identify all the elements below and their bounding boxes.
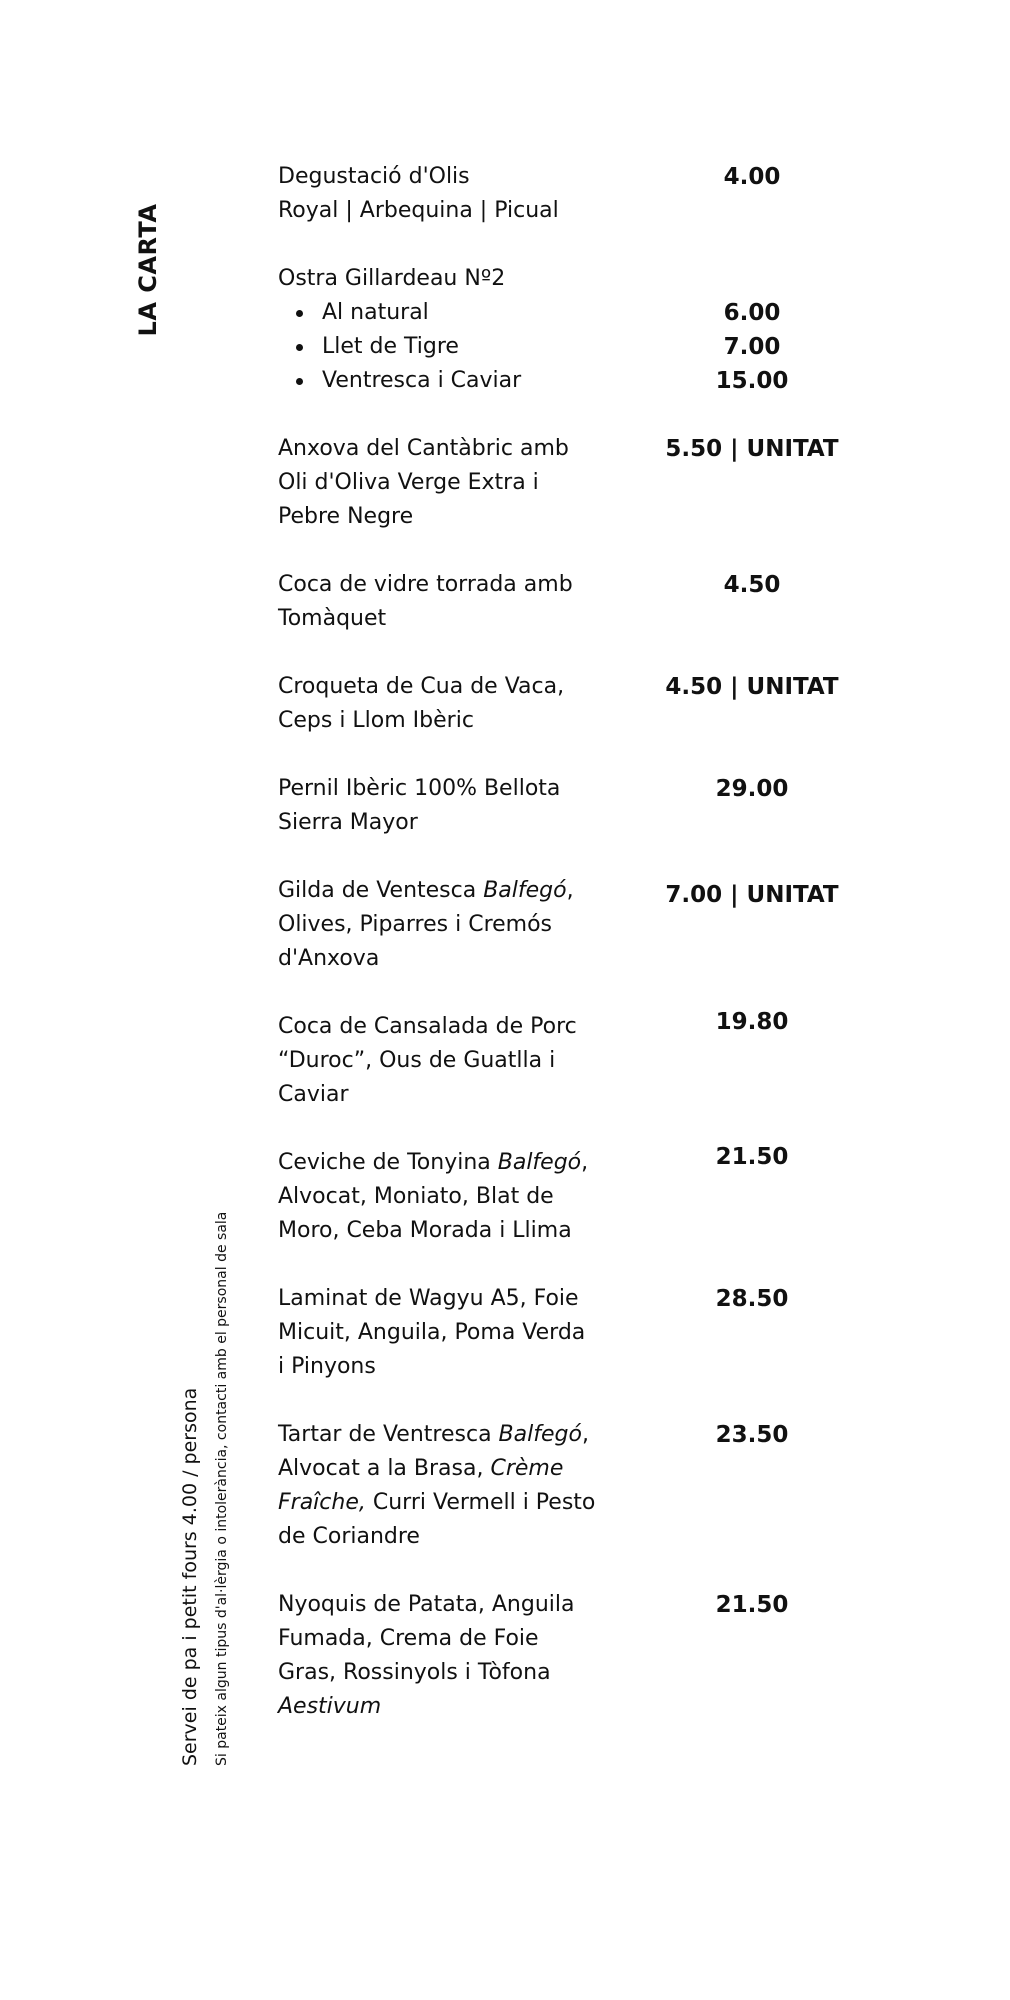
dish-line: “Duroc”, Ous de Guatlla i: [278, 1048, 556, 1073]
dish-name: Ostra Gillardeau Nº2: [278, 266, 506, 291]
dish-text: Alvocat a la Brasa,: [278, 1456, 491, 1481]
menu-title: LA CARTA: [134, 203, 162, 337]
dish-text: ,: [566, 878, 574, 903]
item-price: 4.00: [723, 164, 781, 190]
dish-line: Olives, Piparres i Cremós: [278, 912, 553, 937]
dish-text: Gilda de Ventesca: [278, 878, 484, 903]
dish-line: [278, 1690, 628, 1724]
dish-line: [278, 1452, 628, 1486]
menu-item-gilda: [278, 874, 628, 976]
dish-description: Royal | Arbequina | Picual: [278, 198, 559, 223]
item-price: 23.50: [715, 1422, 789, 1448]
dish-line: de Coriandre: [278, 1524, 420, 1549]
option-item: Ventresca i Caviar: [278, 364, 628, 398]
menu-item-anchovy: [278, 432, 628, 534]
menu-item-tuna-ceviche: [278, 1146, 628, 1248]
dish-line: Oli d'Oliva Verge Extra i: [278, 470, 539, 495]
menu-item-pork-belly-coca: [278, 1010, 628, 1112]
brand-name: Balfegó: [483, 878, 567, 903]
dish-line: Nyoquis de Patata, Anguila: [278, 1592, 575, 1617]
item-price: 21.50: [715, 1592, 789, 1618]
dish-line: [278, 1418, 628, 1452]
menu-item-oyster: [278, 262, 628, 398]
dish-line: Gras, Rossinyols i Tòfona: [278, 1660, 551, 1685]
menu-item-olive-oil-tasting: [278, 160, 628, 228]
dish-text: Curri Vermell i Pesto: [365, 1490, 596, 1515]
dish-line: Micuit, Anguila, Poma Verda: [278, 1320, 586, 1345]
dish-line: Coca de vidre torrada amb: [278, 572, 573, 597]
side-notes: [174, 1212, 238, 1766]
option-item: Al natural: [278, 296, 628, 330]
dish-line: Pebre Negre: [278, 504, 414, 529]
allergy-note: Si pateix algun tipus d'al·lèrgia o intolerància, contacti amb el personal de sala: [214, 1211, 230, 1766]
dish-line: [278, 1146, 628, 1180]
dish-text: Tartar de Ventresca: [278, 1422, 499, 1447]
dish-line: Fumada, Crema de Foie: [278, 1626, 539, 1651]
dish-line: Caviar: [278, 1082, 349, 1107]
dish-text: ,: [581, 1422, 589, 1447]
dish-line: [278, 874, 628, 908]
dish-line: Pernil Ibèric 100% Bellota: [278, 776, 561, 801]
dish-line: Anxova del Cantàbric amb: [278, 436, 569, 461]
brand-name: Balfegó: [498, 1422, 582, 1447]
dish-line: Croqueta de Cua de Vaca,: [278, 674, 565, 699]
dish-line: d'Anxova: [278, 946, 380, 971]
dish-name: Degustació d'Olis: [278, 164, 470, 189]
option-item: Llet de Tigre: [278, 330, 628, 364]
dish-line: Alvocat, Moniato, Blat de: [278, 1184, 554, 1209]
option-price: 6.00: [723, 300, 781, 326]
dish-line: Tomàquet: [278, 606, 387, 631]
brand-name: Balfegó: [497, 1150, 582, 1175]
option-price: 15.00: [715, 368, 789, 394]
dish-line: Sierra Mayor: [278, 810, 418, 835]
item-price: 4.50 | UNITAT: [665, 674, 839, 700]
item-price: 5.50 | UNITAT: [665, 436, 839, 462]
menu-item-wagyu: [278, 1282, 628, 1384]
dish-line: i Pinyons: [278, 1354, 376, 1379]
item-price: 19.80: [715, 1009, 789, 1035]
oyster-options: [278, 296, 628, 398]
dish-text: Ceviche de Tonyina: [278, 1150, 498, 1175]
item-price: 7.00 | UNITAT: [665, 882, 839, 908]
dish-line: Laminat de Wagyu A5, Foie: [278, 1286, 579, 1311]
item-price: 4.50: [723, 572, 781, 598]
dish-line: [278, 1486, 628, 1520]
dish-italic: Crème: [490, 1456, 564, 1481]
dish-italic: Fraîche,: [278, 1490, 366, 1515]
menu-item-iberian-ham: [278, 772, 628, 840]
dish-line: Moro, Ceba Morada i Llima: [278, 1218, 572, 1243]
menu-item-glass-bread: [278, 568, 628, 636]
item-price: 29.00: [715, 776, 789, 802]
menu-item-gnocchi: [278, 1588, 628, 1724]
dish-text: ,: [581, 1150, 589, 1175]
bread-service-note: Servei de pa i petit fours 4.00 / persona: [179, 1387, 201, 1766]
item-price: 21.50: [715, 1144, 789, 1170]
dish-line: Coca de Cansalada de Porc: [278, 1014, 577, 1039]
dish-italic: Aestivum: [278, 1694, 382, 1719]
menu-item-oxtail-croquette: [278, 670, 628, 738]
menu-item-tuna-tartare: [278, 1418, 628, 1554]
item-price: 28.50: [715, 1286, 789, 1312]
dish-line: Ceps i Llom Ibèric: [278, 708, 474, 733]
option-price: 7.00: [723, 334, 781, 360]
